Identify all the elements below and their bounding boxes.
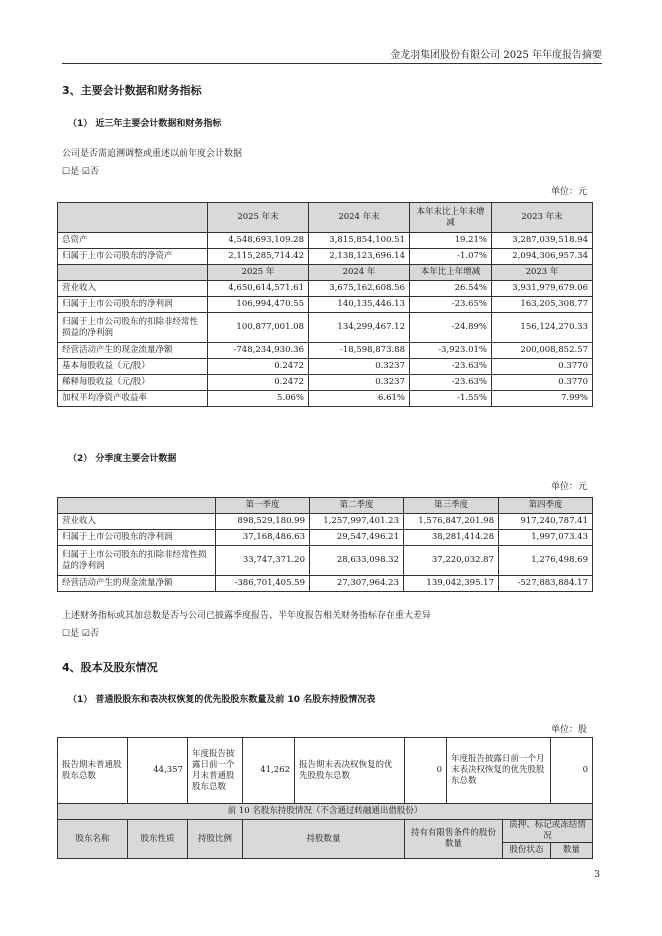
table-row (58, 391, 593, 407)
row-label: 经营活动产生的现金流量净额 (58, 343, 208, 359)
table-row (58, 249, 593, 265)
table-cell: 38,281,414.28 (404, 530, 499, 546)
restatement-options: ☐是 ☑否 (62, 167, 99, 177)
column-header: 2025 年末 (208, 203, 309, 233)
table-cell: 1,276,498.69 (499, 546, 593, 576)
table-cell: -23.63% (410, 375, 492, 391)
section-3-2-title: （2） 分季度主要会计数据 (68, 454, 177, 464)
table-row (58, 530, 593, 546)
table-row (58, 297, 593, 313)
column-header (58, 203, 208, 233)
table-row (58, 514, 593, 530)
row-label: 营业收入 (58, 514, 216, 530)
table-cell: 1,576,847,201.98 (404, 514, 499, 530)
page-number: 3 (594, 870, 600, 880)
table-row (58, 313, 593, 343)
table-cell: -1.07% (410, 249, 492, 265)
column-header: 本年比上年增减 (410, 265, 492, 281)
row-label: 营业收入 (58, 281, 208, 297)
col-share-status: 股份状态 (503, 843, 551, 859)
restatement-question: 公司是否需追溯调整或重述以前年度会计数据 (62, 149, 243, 159)
column-header: 第二季度 (310, 498, 404, 514)
column-header (58, 265, 208, 281)
row-label: 归属于上市公司股东的净利润 (58, 530, 216, 546)
summary-value-1: 44,357 (128, 738, 188, 804)
table-cell: 140,135,446.13 (309, 297, 410, 313)
table-cell: 106,994,470.55 (208, 297, 309, 313)
column-header: 2023 年 (492, 265, 593, 281)
summary-label-2: 年度报告披露日前一个月末普通股股东总数 (188, 738, 243, 804)
table-cell: 139,042,395.17 (404, 576, 499, 592)
table-row (58, 281, 593, 297)
table-cell: 0.2472 (208, 359, 309, 375)
table-header-row (58, 265, 593, 281)
running-header: 金龙羽集团股份有限公司 2025 年年度报告摘要 (390, 50, 602, 61)
table-cell: 163,205,308.77 (492, 297, 593, 313)
summary-value-4: 0 (551, 738, 593, 804)
section-3-title: 3、主要会计数据和财务指标 (62, 84, 202, 97)
table-cell: 1,997,073.43 (499, 530, 593, 546)
variance-note: 上述财务指标或其加总数是否与公司已披露季度报告、半年度报告相关财务指标存在重大差异 (62, 611, 432, 621)
row-label: 总资产 (58, 233, 208, 249)
column-header (58, 498, 216, 514)
col-pledge-status-group: 质押、标记或冻结情况 (503, 820, 593, 843)
table-cell: 33,747,371.20 (216, 546, 310, 576)
summary-label-3: 报告期末表决权恢复的优先股股东总数 (295, 738, 405, 804)
table-row (58, 233, 593, 249)
table-cell: 200,008,852.57 (492, 343, 593, 359)
summary-label-4: 年度报告披露日前一个月末表决权恢复的优先股股东总数 (447, 738, 551, 804)
table-cell: 3,815,854,100.51 (309, 233, 410, 249)
unit-label-1: 单位：元 (550, 187, 587, 197)
table-cell: -386,701,405.59 (216, 576, 310, 592)
row-label: 基本每股收益（元/股） (58, 359, 208, 375)
column-header: 第三季度 (404, 498, 499, 514)
table-cell: -23.63% (410, 359, 492, 375)
table-cell: 37,168,486.63 (216, 530, 310, 546)
column-header: 2024 年末 (309, 203, 410, 233)
unit-label-3: 单位：股 (550, 725, 587, 735)
quarterly-table (57, 497, 593, 592)
summary-value-3: 0 (405, 738, 447, 804)
table-cell: 2,115,285,714.42 (208, 249, 309, 265)
summary-value-2: 41,262 (243, 738, 295, 804)
variance-options: ☐是 ☑否 (62, 629, 99, 639)
col-shareholder-nature: 股东性质 (128, 820, 188, 859)
table-cell: -18,598,873.88 (309, 343, 410, 359)
table-header-row (58, 203, 593, 233)
table-cell: -3,923.01% (410, 343, 492, 359)
table-cell: 19.21% (410, 233, 492, 249)
col-holding-quantity: 持股数量 (243, 820, 405, 859)
table-row (58, 576, 593, 592)
key-financials-table (57, 202, 593, 407)
table-cell: 0.3770 (492, 359, 593, 375)
row-label: 归属于上市公司股东的扣除非经常性损益的净利润 (58, 313, 208, 343)
row-label: 归属于上市公司股东的扣除非经常性损益的净利润 (58, 546, 216, 576)
column-header: 第一季度 (216, 498, 310, 514)
table-cell: 5.06% (208, 391, 309, 407)
table-cell: -24.89% (410, 313, 492, 343)
section-3-1-title: （1） 近三年主要会计数据和财务指标 (68, 119, 222, 129)
table-cell: 0.3770 (492, 375, 593, 391)
col-holding-ratio: 持股比例 (188, 820, 243, 859)
table-cell: -527,883,884.17 (499, 576, 593, 592)
table-cell: 0.2472 (208, 375, 309, 391)
summary-label-1: 报告期末普通股股东总数 (58, 738, 128, 804)
table-cell: 917,240,787.41 (499, 514, 593, 530)
column-header: 本年末比上年末增减 (410, 203, 492, 233)
section-4-title: 4、股本及股东情况 (62, 661, 158, 674)
table-cell: 37,220,032.87 (404, 546, 499, 576)
row-label: 稀释每股收益（元/股） (58, 375, 208, 391)
column-header: 2025 年 (208, 265, 309, 281)
column-header: 2024 年 (309, 265, 410, 281)
row-label: 加权平均净资产收益率 (58, 391, 208, 407)
table-row (58, 359, 593, 375)
col-shareholder-name: 股东名称 (58, 820, 128, 859)
table-cell: 156,124,270.33 (492, 313, 593, 343)
row-label: 归属于上市公司股东的净利润 (58, 297, 208, 313)
row-label: 经营活动产生的现金流量净额 (58, 576, 216, 592)
table-cell: 3,931,979,679.06 (492, 281, 593, 297)
table-cell: 29,547,496.21 (310, 530, 404, 546)
table-header-row (58, 498, 593, 514)
column-header: 2023 年末 (492, 203, 593, 233)
table-cell: 898,529,180.99 (216, 514, 310, 530)
table-cell: 2,094,306,957.34 (492, 249, 593, 265)
table-cell: -1.55% (410, 391, 492, 407)
unit-label-2: 单位：元 (550, 482, 587, 492)
table-cell: 134,299,467.12 (309, 313, 410, 343)
header-rule (62, 63, 602, 64)
section-4-1-title: （1） 普通股股东和表决权恢复的优先股股东数量及前 10 名股东持股情况表 (68, 695, 376, 705)
table-cell: 6.61% (309, 391, 410, 407)
table-cell: 3,287,039,518.94 (492, 233, 593, 249)
table-cell: 100,877,001.08 (208, 313, 309, 343)
table-cell: 2,138,123,696.14 (309, 249, 410, 265)
table-row (58, 375, 593, 391)
row-label: 归属于上市公司股东的净资产 (58, 249, 208, 265)
table-cell: 0.3237 (309, 375, 410, 391)
table-cell: 28,633,098.32 (310, 546, 404, 576)
table-cell: -23.65% (410, 297, 492, 313)
table-cell: 26.54% (410, 281, 492, 297)
table-cell: -748,234,930.36 (208, 343, 309, 359)
table-cell: 0.3237 (309, 359, 410, 375)
table-cell: 3,675,162,608.56 (309, 281, 410, 297)
table-row (58, 546, 593, 576)
shareholder-table (57, 737, 593, 859)
col-pledge-amount: 数量 (551, 843, 593, 859)
table-cell: 1,257,997,401.23 (310, 514, 404, 530)
table-cell: 4,650,614,571.61 (208, 281, 309, 297)
table-cell: 7.99% (492, 391, 593, 407)
col-restricted-shares: 持有有限售条件的股份数量 (405, 820, 503, 859)
top10-title: 前 10 名股东持股情况（不含通过转融通出借股份） (58, 804, 593, 820)
column-header: 第四季度 (499, 498, 593, 514)
table-cell: 4,548,693,109.28 (208, 233, 309, 249)
table-cell: 27,307,964.23 (310, 576, 404, 592)
table-row (58, 343, 593, 359)
